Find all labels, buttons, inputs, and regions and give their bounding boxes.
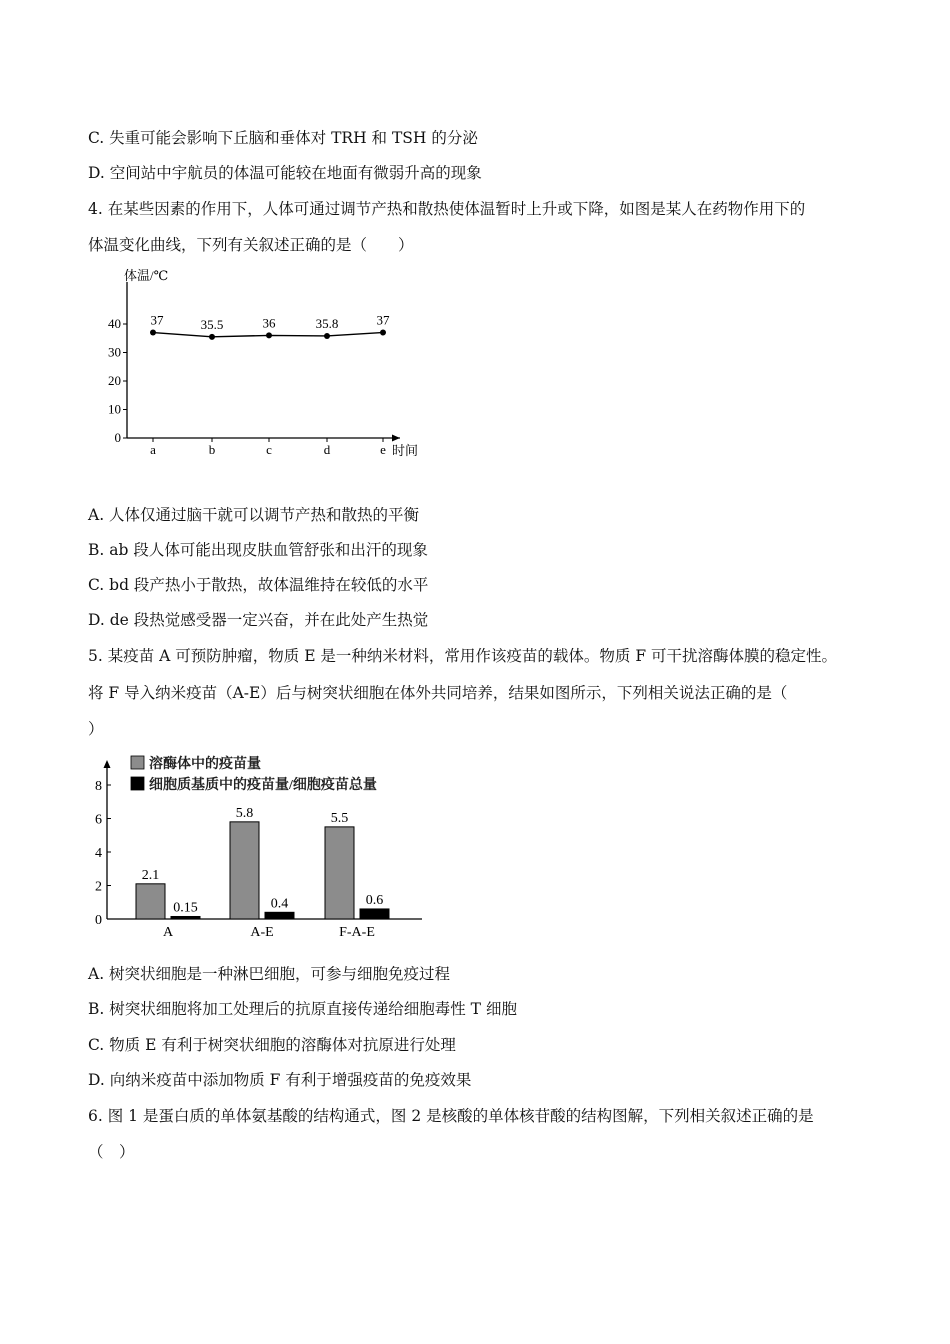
q5-option-c: C. 物质 E 有利于树突状细胞的溶酶体对抗原进行处理 <box>88 1036 456 1054</box>
chart1-series <box>150 313 390 340</box>
chart1-y-tick-label: 20 <box>108 373 121 388</box>
chart2-y-axis-arrow <box>104 760 111 768</box>
chart2-bar <box>325 827 354 919</box>
chart1-data-label: 35.8 <box>315 315 339 331</box>
chart2-legend <box>131 755 377 793</box>
chart2-y-ticks <box>95 779 111 928</box>
chart1-y-tick-label: 30 <box>108 344 121 360</box>
q5-option-a: A. 树突状细胞是一种淋巴细胞，可参与细胞免疫过程 <box>88 965 451 983</box>
chart2-legend-label: 溶酶体中的疫苗量 <box>149 757 261 772</box>
chart2-bar-label: 5.5 <box>330 810 349 826</box>
body-temperature-chart <box>100 260 440 470</box>
chart2-legend-swatch <box>131 777 144 790</box>
chart2-bar <box>171 916 200 919</box>
q4-stem-line1: 4. 在某些因素的作用下，人体可通过调节产热和散热使体温暂时上升或下降，如图是某人在药物作用下的 <box>88 200 806 218</box>
chart1-data-point <box>150 330 156 336</box>
chart1-axes <box>127 282 400 442</box>
chart2-bar <box>265 912 294 919</box>
q5-option-d: D. 向纳米疫苗中添加物质 F 有利于增强疫苗的免疫效果 <box>88 1071 472 1089</box>
chart1-x-tick-label: d <box>323 442 331 457</box>
q4-option-d: D. de 段热觉感受器一定兴奋，并在此处产生热觉 <box>88 611 429 629</box>
chart1-data-label: 35.5 <box>200 316 224 332</box>
chart2-x-tick-label: A-E <box>250 925 274 940</box>
q4-option-a: A. 人体仅通过脑干就可以调节产热和散热的平衡 <box>88 506 420 524</box>
chart2-bar <box>360 909 389 919</box>
chart1-x-ticks <box>150 438 386 457</box>
chart2-y-tick-label: 4 <box>95 846 102 861</box>
chart2-legend-swatch <box>131 756 144 769</box>
q5-stem-line1: 5. 某疫苗 A 可预防肿瘤，物质 E 是一种纳米材料，常用作该疫苗的载体。物质 F 可干扰溶酶体膜的稳定性。 <box>88 647 838 665</box>
q4-option-c: C. bd 段产热小于散热，故体温维持在较低的水平 <box>88 576 429 594</box>
chart1-x-axis-arrow <box>392 435 400 442</box>
chart2-bar-label: 0.6 <box>365 892 384 908</box>
vaccine-amount-bar-chart <box>80 748 440 946</box>
chart1-x-tick-label: c <box>266 442 272 457</box>
chart2-bar-label: 2.1 <box>141 867 160 883</box>
chart1-x-axis-label: 时间 <box>392 443 419 458</box>
chart2-x-tick-label: F-A-E <box>339 925 375 940</box>
chart2-y-tick-label: 2 <box>95 879 102 895</box>
chart2-bar-label: 0.4 <box>270 896 289 912</box>
q4-option-b: B. ab 段人体可能出现皮肤血管舒张和出汗的现象 <box>88 541 428 559</box>
chart2-bar <box>136 884 165 919</box>
q6-stem-line2: （ ） <box>88 1143 135 1161</box>
chart2-x-tick-label: A <box>162 925 174 940</box>
q5-stem-line3: ） <box>88 720 104 738</box>
chart1-data-point <box>266 332 272 338</box>
chart1-data-label: 37 <box>376 312 390 328</box>
chart1-data-label: 37 <box>150 312 164 328</box>
chart1-data-point <box>209 334 215 340</box>
chart1-data-point <box>324 333 330 339</box>
chart1-x-tick-label: e <box>380 442 386 457</box>
chart2-y-tick-label: 0 <box>95 913 102 928</box>
chart2-bar <box>230 822 259 919</box>
q3-option-c: C. 失重可能会影响下丘脑和垂体对 TRH 和 TSH 的分泌 <box>88 129 478 147</box>
q5-option-b: B. 树突状细胞将加工处理后的抗原直接传递给细胞毒性 T 细胞 <box>88 1000 517 1018</box>
q3-option-d: D. 空间站中宇航员的体温可能较在地面有微弱升高的现象 <box>88 164 482 182</box>
chart2-bars <box>136 806 389 919</box>
chart1-y-ticks <box>108 316 127 445</box>
chart1-x-tick-label: b <box>208 442 216 457</box>
chart1-data-label: 36 <box>262 315 276 331</box>
chart2-y-tick-label: 8 <box>95 779 102 794</box>
chart2-x-ticks <box>163 925 375 940</box>
q6-stem-line1: 6. 图 1 是蛋白质的单体氨基酸的结构通式，图 2 是核酸的单体核苷酸的结构图解，下列相关叙述正确的是 <box>88 1107 814 1125</box>
chart2-bar-label: 0.15 <box>173 900 198 916</box>
chart2-y-tick-label: 6 <box>95 812 102 828</box>
chart1-y-tick-label: 40 <box>108 316 121 331</box>
chart1-data-point <box>380 330 386 336</box>
chart1-x-tick-label: a <box>150 442 156 457</box>
chart1-y-tick-label: 10 <box>108 401 121 417</box>
chart1-y-tick-label: 0 <box>114 430 121 445</box>
q5-stem-line2: 将 F 导入纳米疫苗（A-E）后与树突状细胞在体外共同培养，结果如图所示，下列相关说法正确的是（ <box>88 684 788 702</box>
chart2-bar-label: 5.8 <box>235 805 254 821</box>
chart1-y-axis-label: 体温/℃ <box>124 268 169 283</box>
q4-stem-line2: 体温变化曲线，下列有关叙述正确的是（ ） <box>88 236 414 254</box>
chart2-legend-label: 细胞质基质中的疫苗量/细胞疫苗总量 <box>149 778 377 793</box>
